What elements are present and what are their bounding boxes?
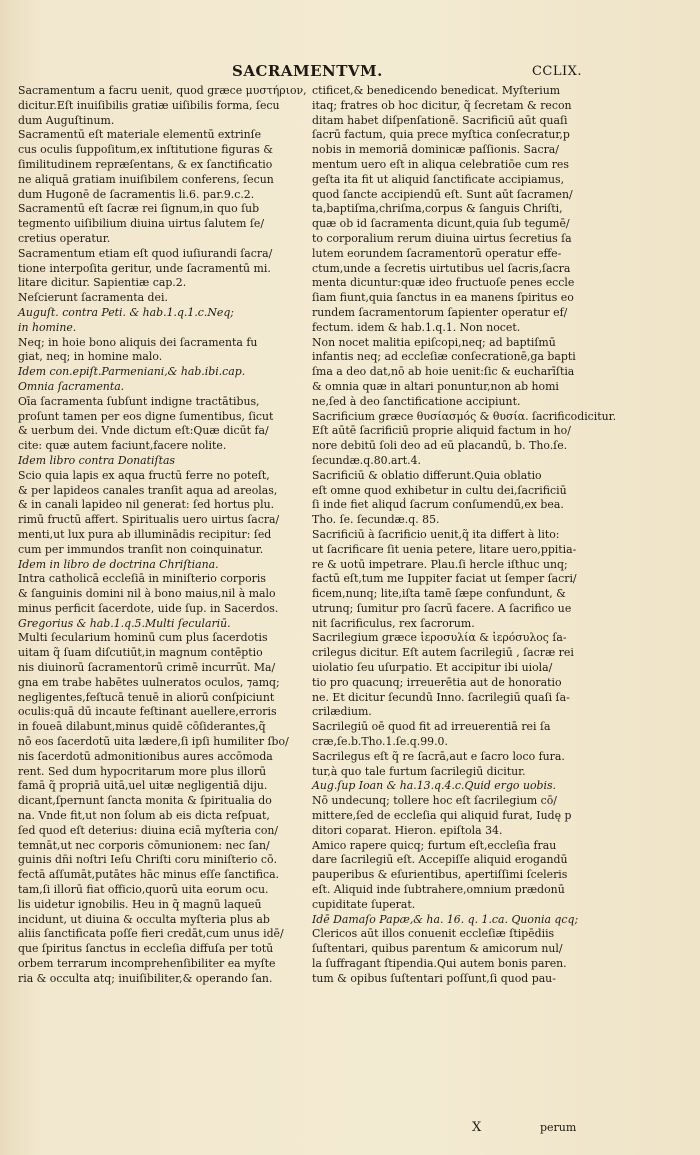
- text-line: ne aliquā gratiam inuiſibilem conferens, ſecun: [18, 172, 274, 186]
- text-line: geſta ita fit ut aliquid ſanctificate accipiamus,: [312, 172, 565, 186]
- text-line: la ſuffragant ſtipendia.Qui autem bonis paren.: [312, 957, 567, 971]
- text-line: nobis in memoriā dominicæ paſſionis. Sacra/: [312, 143, 559, 157]
- text-line: tam,ſi illorū fiat officio,quorū uita eorum ocu.: [18, 883, 269, 897]
- text-line: nis ſacerdotū admonitionibus aures accōmoda: [18, 749, 273, 763]
- text-line: Idē Damaſo Papæ,& ha. 16. q. 1.ca. Quonia qcq;: [312, 912, 579, 926]
- page-header: [18, 62, 582, 84]
- text-line: que ſpiritus ſanctus in eccleſia diffuſa per totū: [18, 942, 274, 956]
- text-line: Sacramentum a facru uenit, quod græce μυστήριον,: [18, 84, 307, 97]
- text-line: uiolatio ſeu uſurpatio. Et accipitur ibi uiola/: [312, 661, 553, 675]
- text-line: Sacrificium græce θυσίασμός & θυσία. ſacrificodicitur.: [312, 409, 617, 423]
- text-line: tum & opibus ſuſtentari poſſunt,ſi quod pau-: [312, 971, 556, 985]
- text-line: Scio quia lapis ex aqua fructū ferre no poteſt,: [18, 468, 270, 482]
- text-line: Sacramentū eſt materiale elementū extrinſe: [18, 128, 262, 142]
- text-line: ſuſtentari, quibus parentum & amicorum nul/: [312, 942, 563, 956]
- text-line: rundem ſacramentorum ſapienter operatur ef/: [312, 305, 568, 319]
- text-line: rimū fructū affert. Spiritualis uero uirtus ſacra/: [18, 513, 280, 527]
- text-line: proſunt tamen per eos digne ſumentibus, ſicut: [18, 409, 274, 423]
- text-line: lis uidetur ignobilis. Heu in q̃ magnū laqueū: [18, 897, 262, 911]
- text-line: ficem,nunq; lite,iſta tamē ſæpe confundunt, &: [312, 587, 566, 601]
- text-line: ſacrū factum, quia prece myſtica conſecratur,p: [312, 128, 570, 142]
- text-line: quod ſancte accipiendū eſt. Sunt aūt ſacramen/: [312, 187, 573, 201]
- text-line: tione interpoſita geritur, unde ſacramentū mi.: [18, 261, 271, 275]
- text-line: Oīa ſacramenta ſubſunt indigne tractātibus,: [18, 394, 260, 408]
- text-line: ſed quod eſt deterius: diuina eciā myſteria con/: [18, 823, 279, 837]
- text-line: Multi ſecularium hominū cum plus ſacerdotis: [18, 631, 268, 645]
- text-line: utrunq; ſumitur pro ſacrū facere. A ſacrifico ue: [312, 601, 572, 615]
- text-line: ſecundæ.q.80.art.4.: [312, 453, 421, 467]
- text-line: eſt. Aliquid inde ſubtrahere,omnium prædonū: [312, 883, 565, 897]
- text-line: & per lapideos canales tranſit aqua ad areolas,: [18, 483, 278, 497]
- text-line: Neſcierunt ſacramenta dei.: [18, 291, 168, 305]
- text-line: incidunt, ut diuina & occulta myſteria plus ab: [18, 912, 270, 926]
- text-line: itaq; fratres ob hoc dicitur, q̃ ſecretam & recon: [312, 98, 572, 112]
- text-line: cræ,ſe.b.Tho.1.ſe.q.99.0.: [312, 735, 448, 749]
- text-line: pauperibus & eſurientibus, apertiſſimi ſceleris: [312, 868, 568, 882]
- text-line: menta dicuntur:quæ ideo fructuoſe penes eccle: [312, 276, 575, 290]
- text-line: Sacramentum etiam eſt quod iuſiurandi ſacra/: [18, 246, 273, 260]
- text-line: fectum. idem & hab.1.q.1. Non nocet.: [312, 320, 521, 334]
- text-line: Non nocet malitia epiſcopi,neq; ad baptiſmū: [312, 335, 556, 349]
- text-line: guinis dn̄i noſtri Ieſu Chriſti coru miniſterio cō.: [18, 853, 278, 867]
- text-line: ditam habet diſpenſationē. Sacrificiū aūt quaſi: [312, 113, 568, 127]
- text-line: dicant,ſpernunt ſancta monita & ſpiritualia do: [18, 794, 272, 808]
- text-line: orbem terrarum incomprehenſibiliter ea myſte: [18, 957, 276, 971]
- text-line: Idem libro contra Donatiſtas: [18, 453, 176, 467]
- text-line: famā q̃ propriā uitā,uel uitæ negligentiā diju.: [18, 779, 268, 793]
- text-line: dare ſacrilegiū eſt. Accepiſſe aliquid erogandū: [312, 853, 568, 867]
- text-line: Sacrilegus eſt q̃ re ſacrā,aut e ſacro loco fura.: [312, 749, 565, 763]
- text-line: minus perficit ſacerdote, uide ſup. in Sacerdos.: [18, 601, 279, 615]
- text-line: mittere,ſed de eccleſia qui aliquid furat, Iudę p: [312, 809, 572, 823]
- text-line: ſi inde fiet aliquḋ ſacrum conſumendū,ex bea.: [312, 498, 564, 512]
- text-line: re & uotū impetrare. Plau.ſi hercle iſthuc unq;: [312, 557, 568, 571]
- text-line: Idem con.epiſt.Parmeniani,& hab.ibi.cap.: [18, 365, 246, 379]
- left-column: [18, 84, 307, 987]
- text-line: cum per immundos tranſit non coinquinatur.: [18, 542, 264, 556]
- text-line: nō eos ſacerdotū uita lædere,ſi ipſi humiliter ſbo/: [18, 735, 289, 749]
- text-line: ria & occulta atq; inuiſibiliter,& operando ſan.: [18, 971, 273, 985]
- text-line: nit ſacrificulus, rex ſacrorum.: [312, 616, 475, 630]
- text-line: ne. Et dicitur ſecundū Inno. ſacrilegiū quaſi ſa-: [312, 690, 570, 704]
- text-line: oculis:quā dū incaute feſtinant auellere,erroris: [18, 705, 277, 719]
- signature-mark: X: [472, 1120, 482, 1135]
- text-line: litare dicitur. Sapientiæ cap.2.: [18, 276, 187, 290]
- text-line: factū eſt,tum me Iuppiter faciat ut ſemper ſacri/: [312, 572, 577, 586]
- text-line: ditori coparat. Hieron. epiſtola 34.: [312, 823, 503, 837]
- text-line: in foueā dilabunt,minus quidē cōſiderantes,q̃: [18, 720, 266, 734]
- text-line: dicitur.Eſt inuiſibilis gratiæ uiſibilis forma, ſecu: [18, 98, 280, 112]
- text-line: cretius operatur.: [18, 231, 111, 245]
- text-line: & uerbum dei. Vnde dictum eſt:Quæ dicūt fa/: [18, 424, 269, 438]
- text-line: Tho. ſe. ſecundæ.q. 85.: [312, 513, 440, 527]
- text-line: ſiam fiunt,quia ſanctus in ea manens ſpiritus eo: [312, 291, 574, 305]
- text-line: Neq; in hoie bono aliquis dei ſacramenta fu: [18, 335, 258, 349]
- text-line: aliis ſanctificata poſſe fieri credāt,cum unus idē/: [18, 927, 284, 941]
- text-line: Clericos aūt illos conuenit eccleſiæ ſtipēdiis: [312, 927, 555, 941]
- text-line: crilegus dicitur. Eſt autem ſacrilegiū , ſacræ rei: [312, 646, 574, 660]
- text-line: ſimilitudinem repræſentans, & ex ſanctificatio: [18, 157, 273, 171]
- text-line: uitam q̃ ſuam diſcutiūt,in magnum contēptio: [18, 646, 263, 660]
- folio-number: CCLIX.: [531, 64, 582, 79]
- text-line: in homine.: [18, 320, 77, 334]
- text-line: tur,à quo tale furtum ſacrilegiū dicitur.: [312, 764, 526, 778]
- text-line: Sacrificiū & oblatio differunt.Quia oblatio: [312, 468, 542, 482]
- text-line: na. Vnde fit,ut non ſolum ab eis dicta reſpuat,: [18, 809, 270, 823]
- text-line: Sacrificiū à ſacrificio uenit,q̃ ita differt à lito:: [312, 527, 560, 541]
- text-line: mentum uero eſt in aliqua celebratiōe cum res: [312, 157, 569, 171]
- text-line: cite: quæ autem faciunt,facere nolite.: [18, 439, 227, 453]
- text-line: tio pro quacunq; irreuerētia aut de honoratio: [312, 675, 562, 689]
- running-head: SACRAMENTVM.: [232, 62, 383, 80]
- text-line: Eſt aūtē ſacrificiū proprie aliquid factum in ho/: [312, 424, 571, 438]
- text-line: ctum,unde a ſecretis uirtutibus uel ſacris,ſacra: [312, 261, 571, 275]
- text-line: Omnia ſacramenta.: [18, 379, 125, 393]
- text-line: quæ ob id ſacramenta dicunt,quia ſub tegumē/: [312, 217, 570, 231]
- text-line: to corporalium rerum diuina uirtus ſecretius ſa: [312, 231, 572, 245]
- text-line: Idem in libro de doctrina Chriſtiana.: [18, 557, 219, 571]
- catchword: perum: [540, 1121, 577, 1134]
- text-line: Aug.ſup Ioan & ha.13.q.4.c.Quid ergo uobis.: [312, 779, 557, 793]
- text-line: Intra catholicā eccleſiā in miniſterio corporis: [18, 572, 266, 586]
- text-line: nis diuinorū ſacramentorū crimē incurrūt. Ma/: [18, 661, 276, 675]
- text-line: cus oculis ſuppoſitum,ex inſtitutione figuras &: [18, 143, 273, 157]
- text-line: & omnia quæ in altari ponuntur,non ab homi: [312, 379, 559, 393]
- text-line: tegmento uiſibilium diuina uirtus ſalutem ſe/: [18, 217, 265, 231]
- text-line: crilædium.: [312, 705, 372, 719]
- text-line: ne,ſed à deo ſanctificatione accipiunt.: [312, 394, 521, 408]
- text-line: & in canali lapideo nil generat: ſed hortus plu.: [18, 498, 275, 512]
- right-column: [312, 84, 617, 987]
- text-line: Nō undecunq; tollere hoc eſt ſacrilegium cō/: [312, 794, 557, 808]
- text-line: gna em trabe habētes uulneratos oculos, ⁊amq;: [18, 675, 280, 689]
- text-line: & ſanguinis domini nil à bono maius,nil à malo: [18, 587, 276, 601]
- text-line: dum Hugonē de ſacramentis li.6. par.9.c.2.: [18, 187, 255, 201]
- text-line: giat, neq; in homine malo.: [18, 350, 163, 364]
- text-line: ctificet,& benedicendo benedicat. Myſterium: [312, 84, 561, 97]
- text-line: menti,ut lux pura ab illuminādis recipitur: ſed: [18, 527, 272, 541]
- text-line: ta,baptiſma,chriſma,corpus & ſanguis Chriſti,: [312, 202, 563, 216]
- text-line: negligentes,feſtucā tenuē in aliorū conſpiciunt: [18, 690, 275, 704]
- text-line: infantis neq; ad eccleſiæ conſecrationē,ga bapti: [312, 350, 576, 364]
- text-line: eſt omne quod exhibetur in cultu dei,ſacrificiū: [312, 483, 567, 497]
- text-line: temnāt,ut nec corporis cōmunionem: nec ſan/: [18, 838, 270, 852]
- text-line: Sacrilegiū oē quod fit ad irreuerentiā rei ſa: [312, 720, 551, 734]
- text-line: dum Auguſtinum.: [18, 113, 115, 127]
- text-line: lutem eorundem ſacramentorū operatur effe-: [312, 246, 562, 260]
- text-line: Sacramentū eſt ſacræ rei ſignum,in quo ſub: [18, 202, 260, 216]
- text-line: Auguſt. contra Peti. & hab.1.q.1.c.Neq;: [18, 305, 234, 319]
- text-line: cupiditate ſuperat.: [312, 897, 416, 911]
- text-line: Sacrilegium græce ἱεροσυλία & ἱερόσυλος ſa-: [312, 631, 567, 645]
- text-line: ut ſacrificare ſit uenia petere, litare uero,ppitia-: [312, 542, 577, 556]
- text-line: Amico rapere quicq; furtum eſt,eccleſia frau: [312, 838, 557, 852]
- text-line: ſma a deo dat,nō ab hoie uenit:ſic & eucharīſtia: [312, 365, 575, 379]
- text-line: fectā aſſumāt,putātes hāc minus eſſe ſanctifica.: [18, 868, 280, 882]
- text-line: nore debitū ſoli deo ad eū placandū, b. Tho.ſe.: [312, 439, 568, 453]
- text-line: Gregorius & hab.1.q.5.Multi ſeculariū.: [18, 616, 231, 630]
- text-line: rent. Sed dum hypocritarum more plus illorū: [18, 764, 267, 778]
